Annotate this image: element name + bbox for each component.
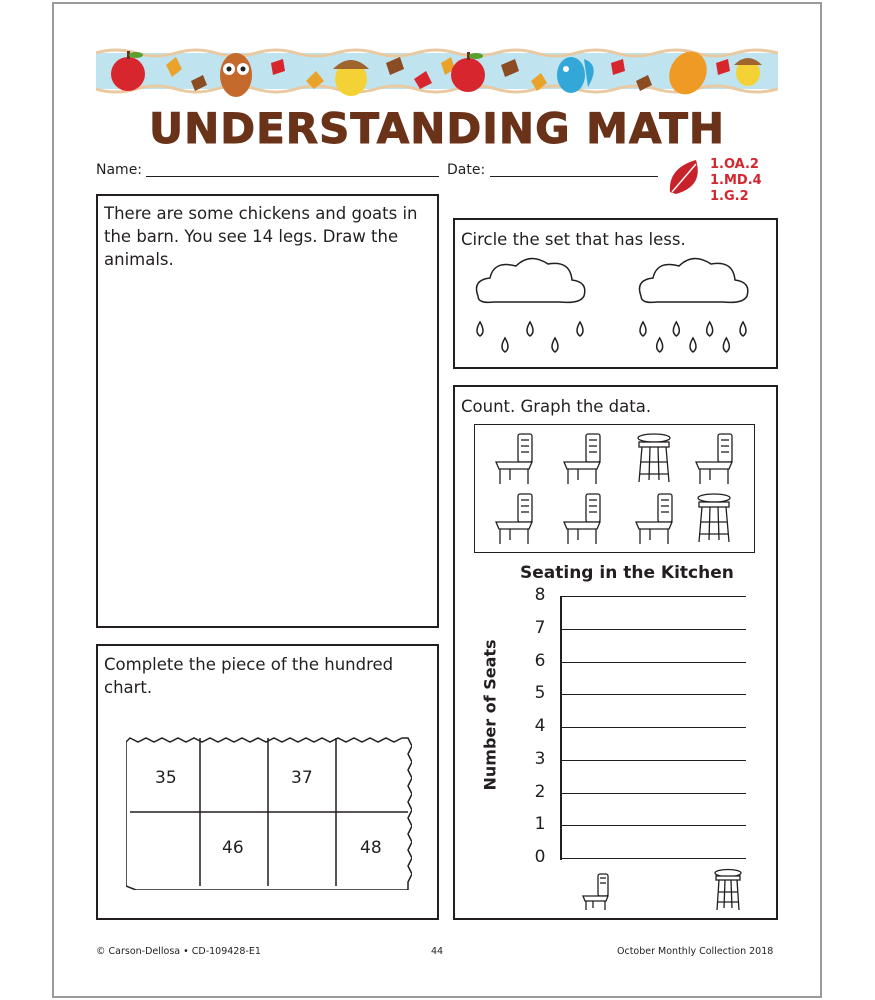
y-tick-6: 6 [534, 650, 546, 671]
y-axis-line [560, 596, 562, 860]
name-label: Name: [96, 162, 143, 178]
stool-icon-category [712, 868, 744, 912]
leaf-icon-standards [666, 156, 706, 198]
owl-icon [220, 53, 252, 97]
raindrop [657, 338, 663, 352]
y-tick-8: 8 [534, 585, 546, 605]
chair-icon-category [580, 872, 616, 912]
raindrop [477, 322, 483, 336]
raindrop [673, 322, 679, 336]
gridline-6 [560, 662, 746, 663]
y-tick-2: 2 [534, 781, 546, 802]
raindrop [527, 322, 533, 336]
standard-g: 1.G.2 [710, 189, 749, 204]
y-tick-4: 4 [534, 716, 546, 736]
footer-copyright: © Carson-Dellosa • CD-109428-E1 [96, 946, 261, 957]
chart-cell-48: 48 [360, 838, 382, 858]
gridline-5 [560, 694, 746, 695]
standard-oa: 1.OA.2 [710, 157, 759, 172]
chart-cell-35: 35 [155, 768, 177, 788]
gridline-7 [560, 629, 746, 630]
chair-icon [496, 434, 532, 484]
chair-icon [564, 434, 600, 484]
raindrop [577, 322, 583, 336]
raindrop [707, 322, 713, 336]
hundred-chart-prompt: Complete the piece of the hundred chart. [104, 655, 394, 697]
y-tick-1: 1 [534, 814, 546, 835]
stool-icon [638, 434, 670, 482]
gridline-3 [560, 760, 746, 761]
chair-icon [636, 494, 672, 544]
chart-cell-37: 37 [291, 768, 313, 788]
circle-less-prompt: Circle the set that has less. [461, 230, 686, 249]
raindrop [552, 338, 558, 352]
gridline-0 [560, 858, 746, 859]
chart-cell-46: 46 [222, 838, 244, 858]
gridline-2 [560, 793, 746, 794]
rain-clouds [455, 252, 775, 362]
y-axis-label: Number of Seats [480, 639, 500, 791]
y-tick-7: 7 [534, 617, 546, 638]
y-tick-5: 5 [534, 683, 546, 704]
gridline-4 [560, 727, 746, 728]
y-tick-3: 3 [534, 748, 546, 769]
gridline-1 [560, 825, 746, 826]
hundred-chart-piece [126, 734, 412, 890]
chair-icon [496, 494, 532, 544]
footer-collection: October Monthly Collection 2018 [617, 946, 774, 957]
raindrop [723, 338, 729, 352]
stool-icon [698, 494, 730, 542]
seat-pictures [476, 426, 753, 551]
cloud-set-1[interactable] [477, 258, 585, 352]
standards-list [710, 157, 762, 205]
footer-page-number: 44 [431, 946, 444, 957]
autumn-banner [96, 43, 778, 101]
raindrop [502, 338, 508, 352]
raindrop [640, 322, 646, 336]
draw-animals-prompt: There are some chickens and goats in the barn. You see 14 legs. Draw the animals. [104, 204, 418, 269]
standard-md: 1.MD.4 [710, 173, 762, 188]
raindrop [690, 338, 696, 352]
graph-prompt: Count. Graph the data. [461, 397, 652, 416]
date-label: Date: [447, 162, 486, 178]
cloud-set-2[interactable] [640, 258, 748, 352]
name-line[interactable] [146, 176, 439, 177]
chart-title: Seating in the Kitchen [520, 563, 734, 583]
gridline-8 [560, 596, 746, 597]
chair-icon [696, 434, 732, 484]
y-tick-0: 0 [534, 847, 546, 867]
chair-icon [564, 494, 600, 544]
page-title: UNDERSTANDING MATH [148, 104, 726, 153]
raindrop [740, 322, 746, 336]
date-line[interactable] [490, 176, 658, 177]
